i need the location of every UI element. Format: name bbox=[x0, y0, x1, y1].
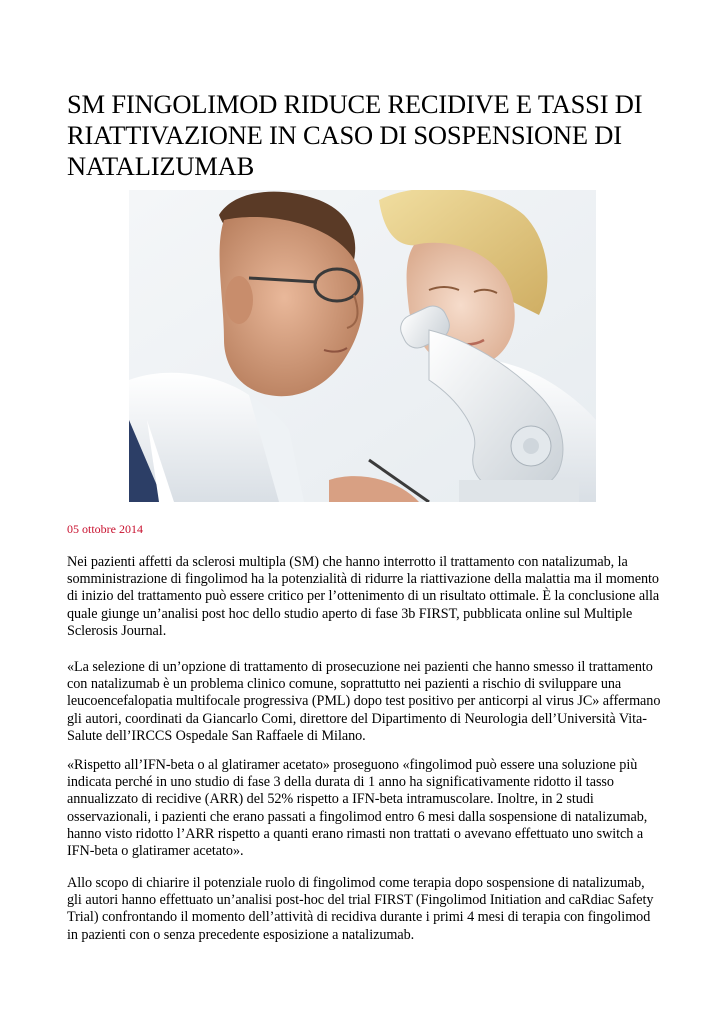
article-date: 05 ottobre 2014 bbox=[67, 522, 143, 536]
article-title: SM FINGOLIMOD RIDUCE RECIDIVE E TASSI DI RIATTIVAZIONE IN CASO DI SOSPENSIONE DI NATALIZUMAB bbox=[67, 89, 643, 181]
article-paragraph: Allo scopo di chiarire il potenziale ruolo di fingolimod come terapia dopo sospensione di natalizumab, gli autori hanno effettuato un’analisi post-hoc del trial FIRST (Fingolimod Initiation and caRdiac Safety Trial) confrontando il momento dell’attività di recidiva durante i primi 4 mesi di terapia con fingolimod in pazienti con o senza precedente esposizione a natalizumab. bbox=[67, 875, 654, 943]
article-paragraph: «Rispetto all’IFN-beta o al glatiramer acetato» proseguono «fingolimod può essere una soluzione più indicata perché in uno studio di fase 3 della durata di 1 anno ha significativamente ridotto il tasso annualizzato di recidive (ARR) del 52% rispetto a IFN-beta intramuscolare. Inoltre, in 2 studi osservazionali, i pazienti che erano passati a fingolimod entro 6 mesi dalla sospensione di natalizumab, hanno visto ridotto l’ARR rispetto a quanti erano rimasti non trattati o avevano effettuato uno switch a IFN-beta o glatiramer acetato». bbox=[67, 757, 648, 860]
article-photo-researchers-microscope bbox=[129, 190, 596, 502]
article-paragraph: Nei pazienti affetti da sclerosi multipla (SM) che hanno interrotto il trattamento con natalizumab, la somministrazione di fingolimod ha la potenzialità di ridurre la riattivazione della malattia ma il momento di inizio del trattamento può essere critico per l’ottenimento di un risultato ottimale. È la conclusione alla quale giunge un’analisi post hoc dello studio aperto di fase 3b FIRST, pubblicata online sul Multiple Sclerosis Journal. bbox=[67, 554, 660, 639]
article-paragraph: «La selezione di un’opzione di trattamento di prosecuzione nei pazienti che hanno smesso il trattamento con natalizumab è un problema clinico comune, soprattutto nei pazienti a rischio di sviluppare una leucoencefalopatia multifocale progressiva (PML) dopo test positivo per anticorpi al virus JC» affermano gli autori, coordinati da Giancarlo Comi, direttore del Dipartimento di Neurologia dell’Università Vita-Salute dell’IRCCS Ospedale San Raffaele di Milano. bbox=[67, 659, 661, 744]
